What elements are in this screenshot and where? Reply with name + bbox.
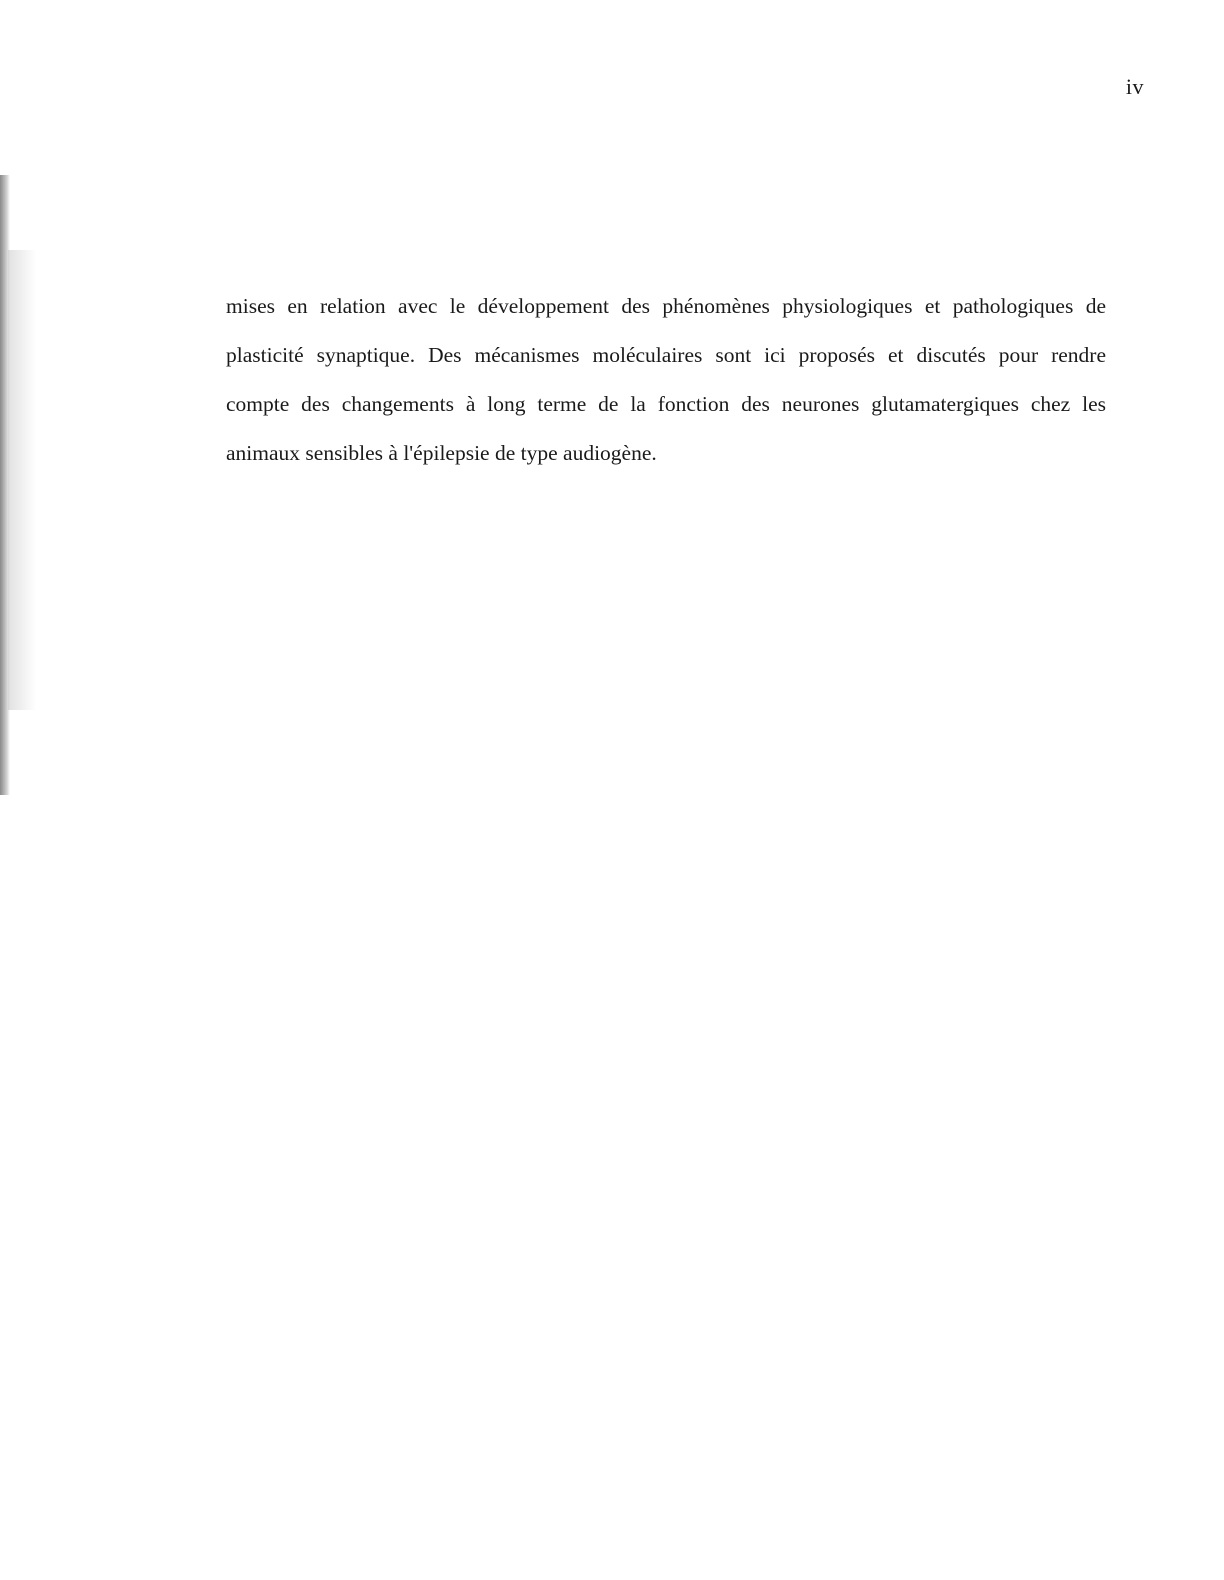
page-number: iv [1125,74,1144,99]
paragraph-line-4: animaux sensibles à l'épilepsie de type audiogène. [226,441,657,465]
paragraph-line-3: compte des changements à long terme de la fonction des neurones glutamatergiques chez les [226,392,1106,416]
scan-edge-gradient [8,250,36,710]
paragraph-line-2: plasticité synaptique. Des mécanismes moléculaires sont ici proposés et discutés pour rendre [226,343,1106,367]
body-paragraph [226,282,1106,478]
paragraph-line-1: mises en relation avec le développement des phénomènes physiologiques et pathologiques de [226,294,1106,318]
